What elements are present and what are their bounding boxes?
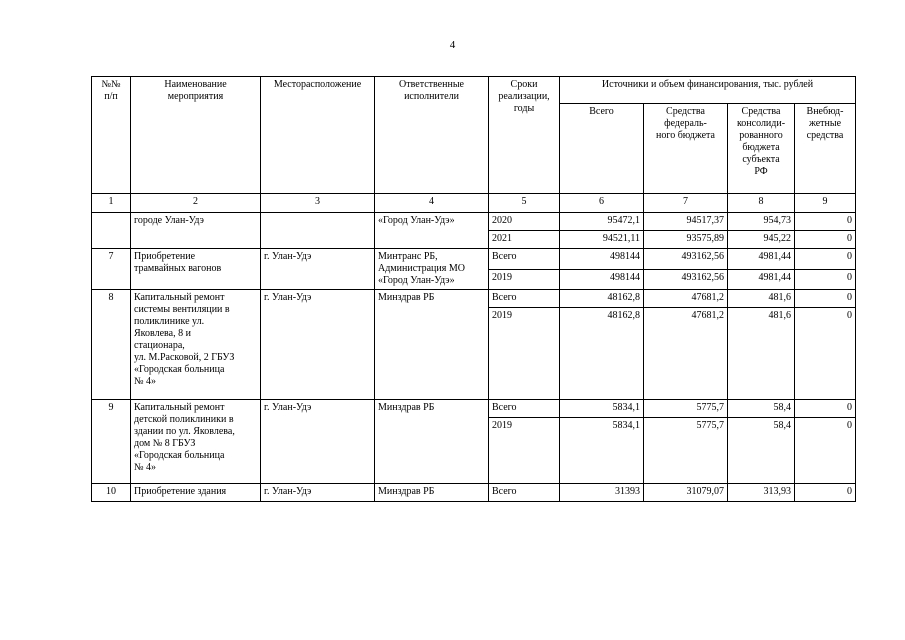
- table-row: [92, 249, 856, 270]
- row-name: Капитальный ремонт детской поликлиники в здании по ул. Яковлева, дом № 8 ГБУЗ «Городская больница № 4»: [131, 400, 261, 484]
- row-extra: 0: [795, 269, 856, 290]
- header-executors: Ответственные исполнители: [375, 77, 489, 194]
- header-federal: Средства федераль- ного бюджета: [644, 104, 728, 194]
- row-name: Приобретение трамвайных вагонов: [131, 249, 261, 290]
- table-row: [92, 400, 856, 418]
- row-federal: 31079,07: [644, 484, 728, 502]
- row-period: 2019: [489, 269, 560, 290]
- row-period: 2020: [489, 213, 560, 231]
- row-period: Всего: [489, 484, 560, 502]
- row-extra: 0: [795, 213, 856, 231]
- row-regional: 58,4: [728, 400, 795, 418]
- row-period: Всего: [489, 290, 560, 308]
- column-number: 4: [375, 194, 489, 213]
- row-federal: 493162,56: [644, 269, 728, 290]
- column-number: 7: [644, 194, 728, 213]
- row-period: Всего: [489, 249, 560, 270]
- row-name: Приобретение здания: [131, 484, 261, 502]
- column-number: 6: [560, 194, 644, 213]
- row-extra: 0: [795, 290, 856, 308]
- row-total: 48162,8: [560, 290, 644, 308]
- column-number: 3: [261, 194, 375, 213]
- row-extra: 0: [795, 418, 856, 484]
- row-period: 2021: [489, 231, 560, 249]
- row-executors: Минтранс РБ, Администрация МО «Город Улан-Удэ»: [375, 249, 489, 290]
- row-federal: 493162,56: [644, 249, 728, 270]
- table-header: [92, 77, 856, 213]
- header-number: №№ п/п: [92, 77, 131, 194]
- row-total: 94521,11: [560, 231, 644, 249]
- row-extra: 0: [795, 249, 856, 270]
- row-federal: 47681,2: [644, 308, 728, 400]
- row-extra: 0: [795, 484, 856, 502]
- row-total: 48162,8: [560, 308, 644, 400]
- row-executors: Минздрав РБ: [375, 290, 489, 400]
- row-total: 498144: [560, 249, 644, 270]
- row-location: г. Улан-Удэ: [261, 400, 375, 484]
- column-number: 1: [92, 194, 131, 213]
- row-federal: 5775,7: [644, 400, 728, 418]
- row-regional: 313,93: [728, 484, 795, 502]
- row-location: г. Улан-Удэ: [261, 290, 375, 400]
- row-location: г. Улан-Удэ: [261, 484, 375, 502]
- row-total: 95472,1: [560, 213, 644, 231]
- row-federal: 94517,37: [644, 213, 728, 231]
- column-number: 5: [489, 194, 560, 213]
- row-number: 7: [92, 249, 131, 290]
- row-total: 5834,1: [560, 418, 644, 484]
- column-number: 9: [795, 194, 856, 213]
- row-regional: 954,73: [728, 213, 795, 231]
- row-extra: 0: [795, 308, 856, 400]
- row-name: Капитальный ремонт системы вентиляции в поликлинике ул. Яковлева, 8 и стационара, ул. М.Расковой, 2 ГБУЗ «Городская больница № 4»: [131, 290, 261, 400]
- table-body: [92, 213, 856, 502]
- row-executors: «Город Улан-Удэ»: [375, 213, 489, 249]
- row-regional: 945,22: [728, 231, 795, 249]
- table-row: [92, 290, 856, 308]
- column-number-row: [92, 194, 856, 213]
- row-regional: 4981,44: [728, 249, 795, 270]
- header-location: Месторасположение: [261, 77, 375, 194]
- column-number: 2: [131, 194, 261, 213]
- header-period: Сроки реализации, годы: [489, 77, 560, 194]
- table-row: [92, 213, 856, 231]
- row-number: [92, 213, 131, 249]
- row-extra: 0: [795, 400, 856, 418]
- funding-table: [91, 76, 856, 502]
- header-regional: Средства консолиди- рованного бюджета субъекта РФ: [728, 104, 795, 194]
- row-federal: 93575,89: [644, 231, 728, 249]
- header-name: Наименование мероприятия: [131, 77, 261, 194]
- row-regional: 4981,44: [728, 269, 795, 290]
- row-regional: 481,6: [728, 290, 795, 308]
- page-number: 4: [449, 39, 456, 51]
- row-federal: 5775,7: [644, 418, 728, 484]
- table-row: [92, 484, 856, 502]
- row-name: городе Улан-Удэ: [131, 213, 261, 249]
- row-regional: 58,4: [728, 418, 795, 484]
- row-extra: 0: [795, 231, 856, 249]
- row-federal: 47681,2: [644, 290, 728, 308]
- row-number: 8: [92, 290, 131, 400]
- row-regional: 481,6: [728, 308, 795, 400]
- row-total: 31393: [560, 484, 644, 502]
- row-period: 2019: [489, 418, 560, 484]
- row-executors: Минздрав РБ: [375, 484, 489, 502]
- header-extra: Внебюд- жетные средства: [795, 104, 856, 194]
- header-funding-group: Источники и объем финансирования, тыс. рублей: [560, 77, 856, 104]
- row-number: 9: [92, 400, 131, 484]
- row-period: 2019: [489, 308, 560, 400]
- row-executors: Минздрав РБ: [375, 400, 489, 484]
- row-period: Всего: [489, 400, 560, 418]
- header-total: Всего: [560, 104, 644, 194]
- column-number: 8: [728, 194, 795, 213]
- row-number: 10: [92, 484, 131, 502]
- row-total: 5834,1: [560, 400, 644, 418]
- row-location: г. Улан-Удэ: [261, 249, 375, 290]
- row-total: 498144: [560, 269, 644, 290]
- row-location: [261, 213, 375, 249]
